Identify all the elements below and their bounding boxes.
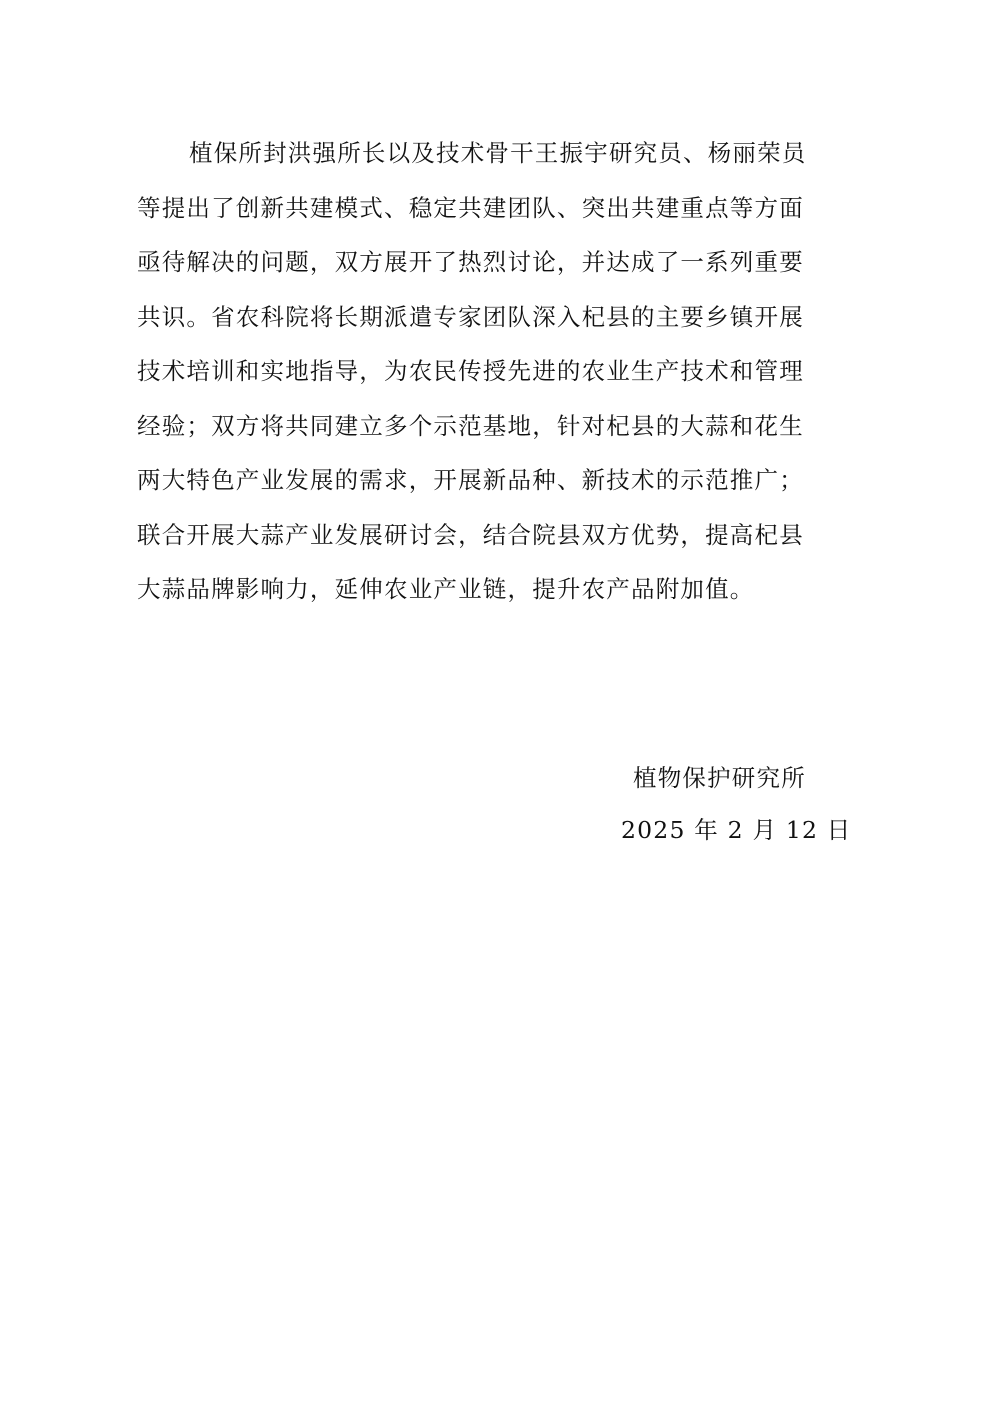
signature-block — [600, 752, 860, 856]
signature-date: 2025 年 2 月 12 日 — [621, 816, 852, 844]
paragraph-line: 共识。省农科院将长期派遣专家团队深入杞县的主要乡镇开展 — [137, 302, 804, 331]
paragraph-line: 两大特色产业发展的需求，开展新品种、新技术的示范推广； — [137, 466, 804, 494]
paragraph-line: 植保所封洪强所长以及技术骨干王振宇研究员、杨丽荣员 — [189, 139, 807, 167]
paragraph-line: 联合开展大蒜产业发展研讨会，结合院县双方优势，提高杞县 — [137, 520, 804, 549]
paragraph-line: 大蒜品牌影响力，延伸农业产业链，提升农产品附加值。 — [137, 575, 755, 603]
paragraph-line: 经验；双方将共同建立多个示范基地，针对杞县的大蒜和花生 — [137, 411, 804, 440]
body-paragraph — [137, 126, 867, 617]
paragraph-line: 亟待解决的问题，双方展开了热烈讨论，并达成了一系列重要 — [137, 248, 804, 276]
signature-organization: 植物保护研究所 — [633, 764, 806, 792]
paragraph-line: 等提出了创新共建模式、稳定共建团队、突出共建重点等方面 — [137, 193, 804, 222]
paragraph-line: 技术培训和实地指导，为农民传授先进的农业生产技术和管理 — [137, 357, 804, 385]
